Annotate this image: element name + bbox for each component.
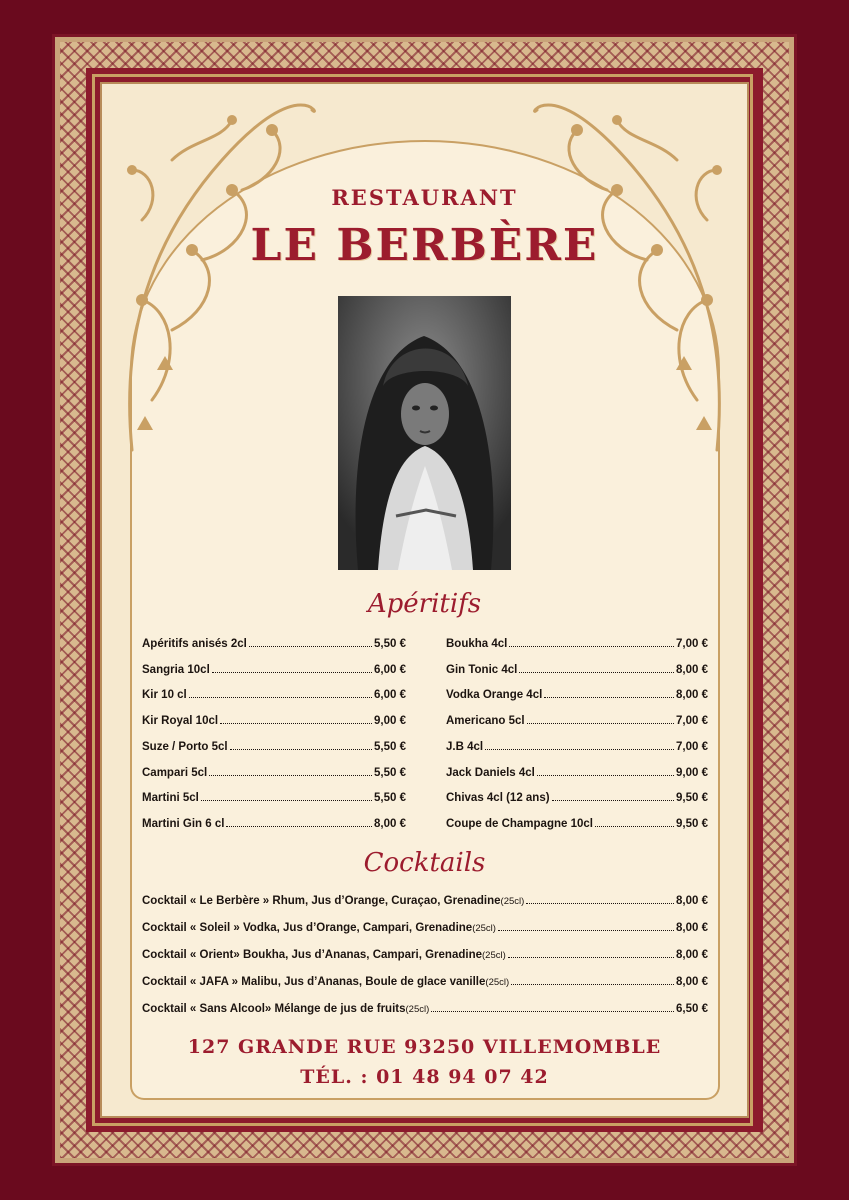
- menu-item: [142, 920, 708, 936]
- item-label: [142, 895, 524, 907]
- item-label: [142, 949, 506, 961]
- restaurant-kicker: RESTAURANT: [331, 185, 518, 210]
- item-name: Jack Daniels 4cl: [446, 766, 535, 779]
- menu-item: [142, 974, 708, 990]
- item-name: Suze / Porto 5cl: [142, 740, 228, 753]
- floral-ornament-right: [517, 100, 737, 460]
- menu-item: [446, 765, 708, 781]
- item-name: Kir 10 cl: [142, 689, 187, 702]
- menu-item: [142, 636, 406, 652]
- dot-leader: [498, 920, 674, 931]
- address: 127 GRANDE RUE 93250 VILLEMOMBLE: [187, 1036, 662, 1058]
- item-label: [142, 818, 224, 830]
- item-name: Boukha 4cl: [446, 638, 508, 650]
- dot-leader: [226, 816, 372, 827]
- item-label: [142, 792, 199, 804]
- portrait-photo: [338, 296, 511, 570]
- item-name: Campari 5cl: [142, 766, 208, 779]
- dot-leader: [508, 947, 674, 958]
- dot-leader: [212, 662, 372, 673]
- menu-item: [142, 816, 406, 832]
- item-name: Apéritifs anisés 2cl: [142, 638, 247, 650]
- item-name: Chivas 4cl (12 ans): [446, 792, 550, 805]
- item-price: 7,00 €: [676, 740, 708, 753]
- menu-item: [142, 893, 708, 909]
- dot-leader: [431, 1001, 674, 1012]
- menu-item: [446, 790, 708, 806]
- item-price: 8,00 €: [374, 817, 406, 830]
- dot-leader: [595, 816, 674, 827]
- item-name: Martini Gin 6 cl: [142, 817, 225, 830]
- menu-item: [142, 947, 708, 963]
- item-price: 6,50 €: [676, 1003, 708, 1015]
- item-label: [446, 767, 535, 779]
- item-price: 9,50 €: [676, 792, 708, 805]
- dot-leader: [485, 739, 674, 750]
- menu-item: [142, 662, 406, 678]
- item-name: Cocktail « Orient» Boukha, Jus d’Ananas, Campari, Grenadine: [142, 949, 482, 961]
- cocktails-title: Cocktails: [363, 848, 486, 878]
- item-size: (25cl): [485, 977, 510, 988]
- item-price: 8,00 €: [676, 922, 708, 934]
- dot-leader: [511, 974, 674, 985]
- dot-leader: [189, 687, 372, 698]
- item-size: (25cl): [405, 1004, 430, 1015]
- dot-leader: [209, 765, 372, 776]
- item-name: J.B 4cl: [446, 740, 484, 753]
- item-price: 8,00 €: [676, 895, 708, 907]
- item-label: [446, 818, 593, 830]
- dot-leader: [552, 790, 674, 801]
- item-price: 8,00 €: [676, 689, 708, 702]
- aperitifs-title: Apéritifs: [367, 589, 482, 619]
- item-size: (25cl): [482, 950, 506, 961]
- item-price: 9,00 €: [676, 766, 708, 779]
- item-price: 6,00 €: [374, 689, 406, 702]
- dot-leader: [544, 687, 674, 698]
- item-price: 9,00 €: [374, 715, 406, 728]
- item-label: [446, 689, 542, 701]
- item-name: Cocktail « JAFA » Malibu, Jus d’Ananas, Boule de glace vanille: [142, 976, 486, 988]
- menu-item: [446, 687, 708, 703]
- item-label: [142, 1003, 429, 1015]
- item-label: [142, 767, 207, 779]
- dot-leader: [527, 713, 674, 724]
- item-name: Cocktail « Soleil » Vodka, Jus d’Orange, Campari, Grenadine: [142, 922, 473, 934]
- menu-item: [142, 790, 406, 806]
- phone: TÉL. : 01 48 94 07 42: [300, 1066, 549, 1088]
- menu-item: [446, 739, 708, 755]
- item-name: Coupe de Champagne 10cl: [446, 817, 593, 830]
- item-name: Martini 5cl: [142, 792, 199, 805]
- floral-ornament-left: [112, 100, 332, 460]
- dot-leader: [249, 636, 372, 647]
- item-name: Kir Royal 10cl: [142, 715, 219, 728]
- item-price: 8,00 €: [676, 949, 708, 961]
- menu-item: [446, 713, 708, 729]
- restaurant-name: LE BERBÈRE: [250, 220, 599, 271]
- menu-item: [142, 713, 406, 729]
- item-price: 8,00 €: [676, 663, 708, 676]
- item-label: [446, 741, 483, 753]
- item-label: [142, 664, 210, 676]
- menu-item: [446, 636, 708, 652]
- menu-item: [446, 662, 708, 678]
- item-label: [446, 715, 525, 727]
- dot-leader: [526, 893, 674, 904]
- item-price: 5,50 €: [374, 766, 406, 779]
- item-label: [142, 741, 228, 753]
- dot-leader: [537, 765, 674, 776]
- dot-leader: [519, 662, 674, 673]
- item-price: 5,50 €: [374, 638, 406, 650]
- menu-item: [142, 739, 406, 755]
- item-price: 5,50 €: [374, 740, 406, 753]
- item-name: Cocktail « Sans Alcool» Mélange de jus de fruits: [142, 1003, 406, 1015]
- menu-item: [446, 816, 708, 832]
- item-label: [142, 689, 187, 701]
- item-name: Cocktail « Le Berbère » Rhum, Jus d’Orange, Curaçao, Grenadine: [142, 895, 501, 907]
- item-name: Gin Tonic 4cl: [446, 663, 518, 676]
- item-label: [446, 664, 517, 676]
- item-name: Vodka Orange 4cl: [446, 689, 543, 702]
- item-price: 5,50 €: [374, 792, 406, 805]
- item-label: [142, 715, 218, 727]
- dot-leader: [201, 790, 372, 801]
- item-price: 7,00 €: [676, 638, 708, 650]
- item-size: (25cl): [472, 923, 496, 934]
- item-price: 8,00 €: [676, 976, 708, 988]
- dot-leader: [509, 636, 674, 647]
- menu-item: [142, 1001, 708, 1017]
- item-label: [142, 922, 496, 934]
- menu-item: [142, 765, 406, 781]
- item-name: Sangria 10cl: [142, 663, 210, 676]
- item-price: 6,00 €: [374, 663, 406, 676]
- item-label: [142, 976, 509, 988]
- item-label: [446, 792, 550, 804]
- item-label: [142, 638, 247, 650]
- item-name: Americano 5cl: [446, 715, 525, 728]
- dot-leader: [220, 713, 372, 724]
- item-label: [446, 638, 507, 650]
- item-price: 7,00 €: [676, 715, 708, 728]
- menu-item: [142, 687, 406, 703]
- item-price: 9,50 €: [676, 817, 708, 830]
- dot-leader: [230, 739, 372, 750]
- item-size: (25cl): [500, 896, 525, 907]
